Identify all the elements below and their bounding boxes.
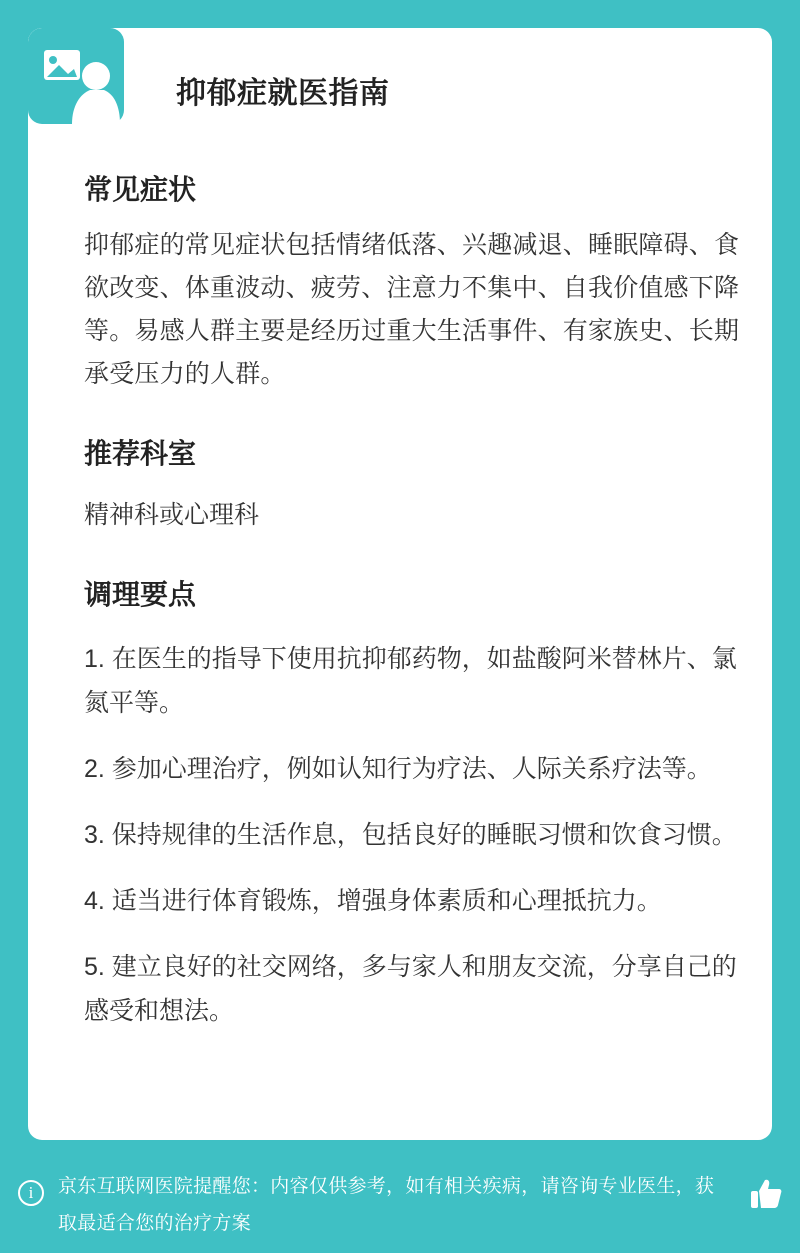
list-item: 2. 参加心理治疗，例如认知行为疗法、人际关系疗法等。 [84, 755, 712, 783]
footer-disclaimer-bar [0, 1160, 800, 1253]
thumbs-up-icon[interactable] [746, 1174, 786, 1214]
guide-card [28, 28, 772, 1140]
disclaimer-text: 京东互联网医院提醒您：内容仅供参考，如有相关疾病，请咨询专业医生，获取最适合您的治疗方案 [58, 1176, 715, 1234]
section-body-department: 精神科或心理科 [84, 501, 260, 529]
info-circle-icon: i [18, 1180, 44, 1206]
section-heading-symptoms: 常见症状 [84, 174, 197, 205]
list-item: 5. 建立良好的社交网络，多与家人和朋友交流，分享自己的感受和想法。 [84, 953, 737, 1025]
page-title: 抑郁症就医指南 [176, 77, 390, 110]
section-heading-department: 推荐科室 [84, 438, 197, 469]
list-item: 3. 保持规律的生活作息，包括良好的睡眠习惯和饮食习惯。 [84, 821, 737, 849]
list-item: 4. 适当进行体育锻炼，增强身体素质和心理抵抗力。 [84, 887, 662, 915]
list-item: 1. 在医生的指导下使用抗抑郁药物，如盐酸阿米替林片、氯氮平等。 [84, 645, 737, 717]
section-heading-tips: 调理要点 [84, 579, 197, 610]
section-body-symptoms: 抑郁症的常见症状包括情绪低落、兴趣减退、睡眠障碍、食欲改变、体重波动、疲劳、注意力不集中、自我价值感下降等。易感人群主要是经历过重大生活事件、有家族史、长期承受压力的人群。 [84, 231, 740, 388]
guide-content [84, 72, 748, 1033]
